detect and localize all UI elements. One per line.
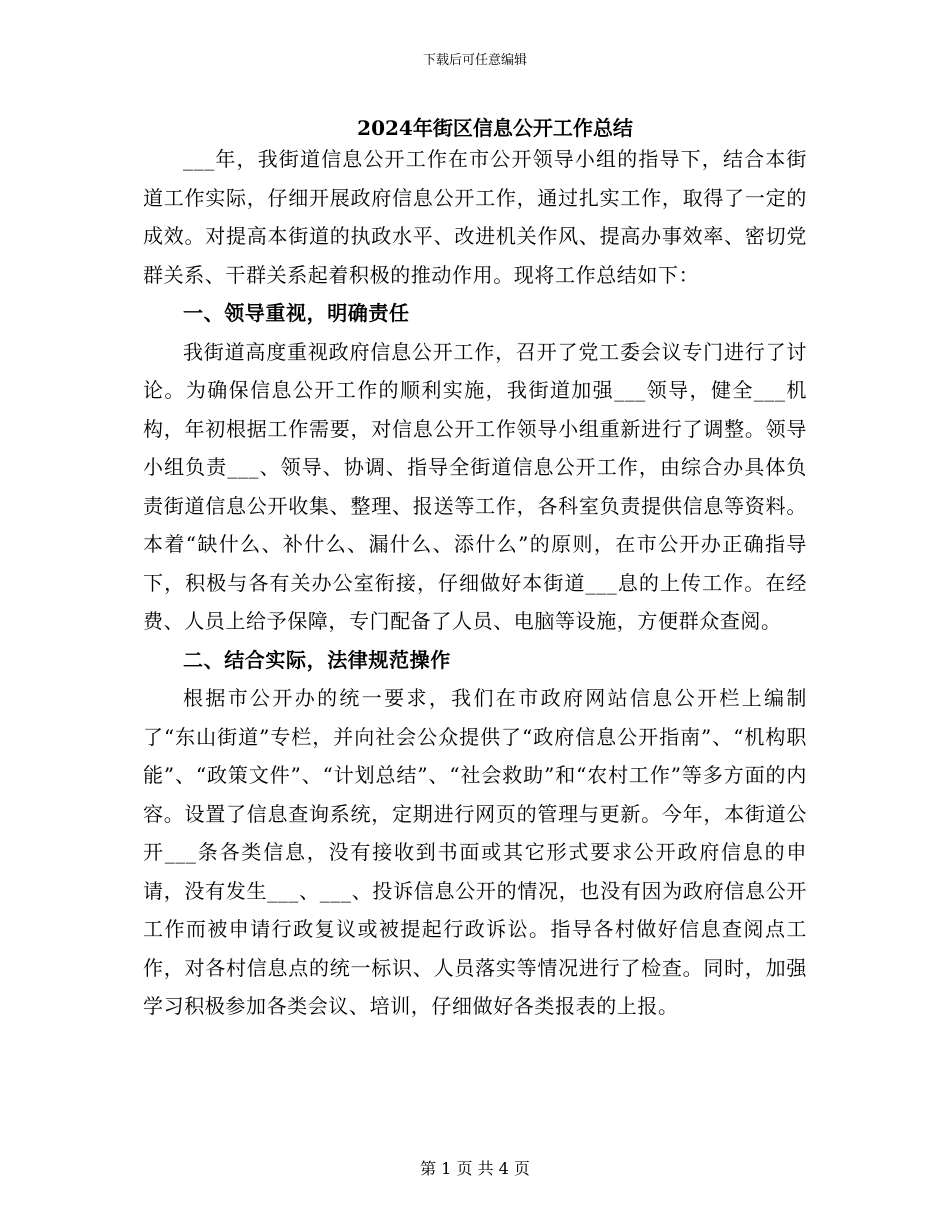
- section-heading-1: 一、领导重视，明确责任: [183, 301, 410, 325]
- section-body-1: 我街道高度重视政府信息公开工作，召开了党工委会议专门进行了讨论。为确保信息公开工作的顺利实施，我街道加强___领导，健全___机构，年初根据工作需要，对信息公开工作领导小组重新进行了调整。领导小组负责___、领导、协调、指导全街道信息公开工作，由综合办具体负责街道信息公开收集、整理、报送等工作，各科室负责提供信息等资料。本着“缺什么、补什么、漏什么、添什么”的原则，在市公开办正确指导下，积极与各有关办公室衔接，仔细做好本街道___息的上传工作。在经费、人员上给予保障，专门配备了人员、电脑等设施，方便群众查阅。: [143, 339, 807, 633]
- section-heading-2: 二、结合实际，法律规范操作: [183, 647, 451, 672]
- section-body-2: 根据市公开办的统一要求，我们在市政府网站信息公开栏上编制了“东山街道”专栏，并向社会公众提供了“政府信息公开指南”、“机构职能”、“政策文件”、“计划总结”、“社会救助”和“农村工作”等多方面的内容。设置了信息查询系统，定期进行网页的管理与更新。今年，本街道公开___条各类信息，没有接收到书面或其它形式要求公开政府信息的申请，没有发生___、___、投诉信息公开的情况，也没有因为政府信息公开工作而被申请行政复议或被提起行政诉讼。指导各村做好信息查阅点工作，对各村信息点的统一标识、人员落实等情况进行了检查。同时，加强学习积极参加各类会议、培训，仔细做好各类报表的上报。: [143, 686, 807, 1018]
- document-body: [143, 140, 807, 1026]
- intro-paragraph: ___年，我街道信息公开工作在市公开领导小组的指导下，结合本街道工作实际，仔细开展政府信息公开工作，通过扎实工作，取得了一定的成效。对提高本街道的执政水平、改进机关作风、提高办事效率、密切党群关系、干群关系起着积极的推动作用。现将工作总结如下：: [143, 147, 807, 287]
- page-header-note: 下载后可任意编辑: [422, 53, 527, 68]
- page-number: 第 1 页 共 4 页: [420, 1159, 530, 1178]
- document-title: 2024年街区信息公开工作总结: [357, 116, 633, 140]
